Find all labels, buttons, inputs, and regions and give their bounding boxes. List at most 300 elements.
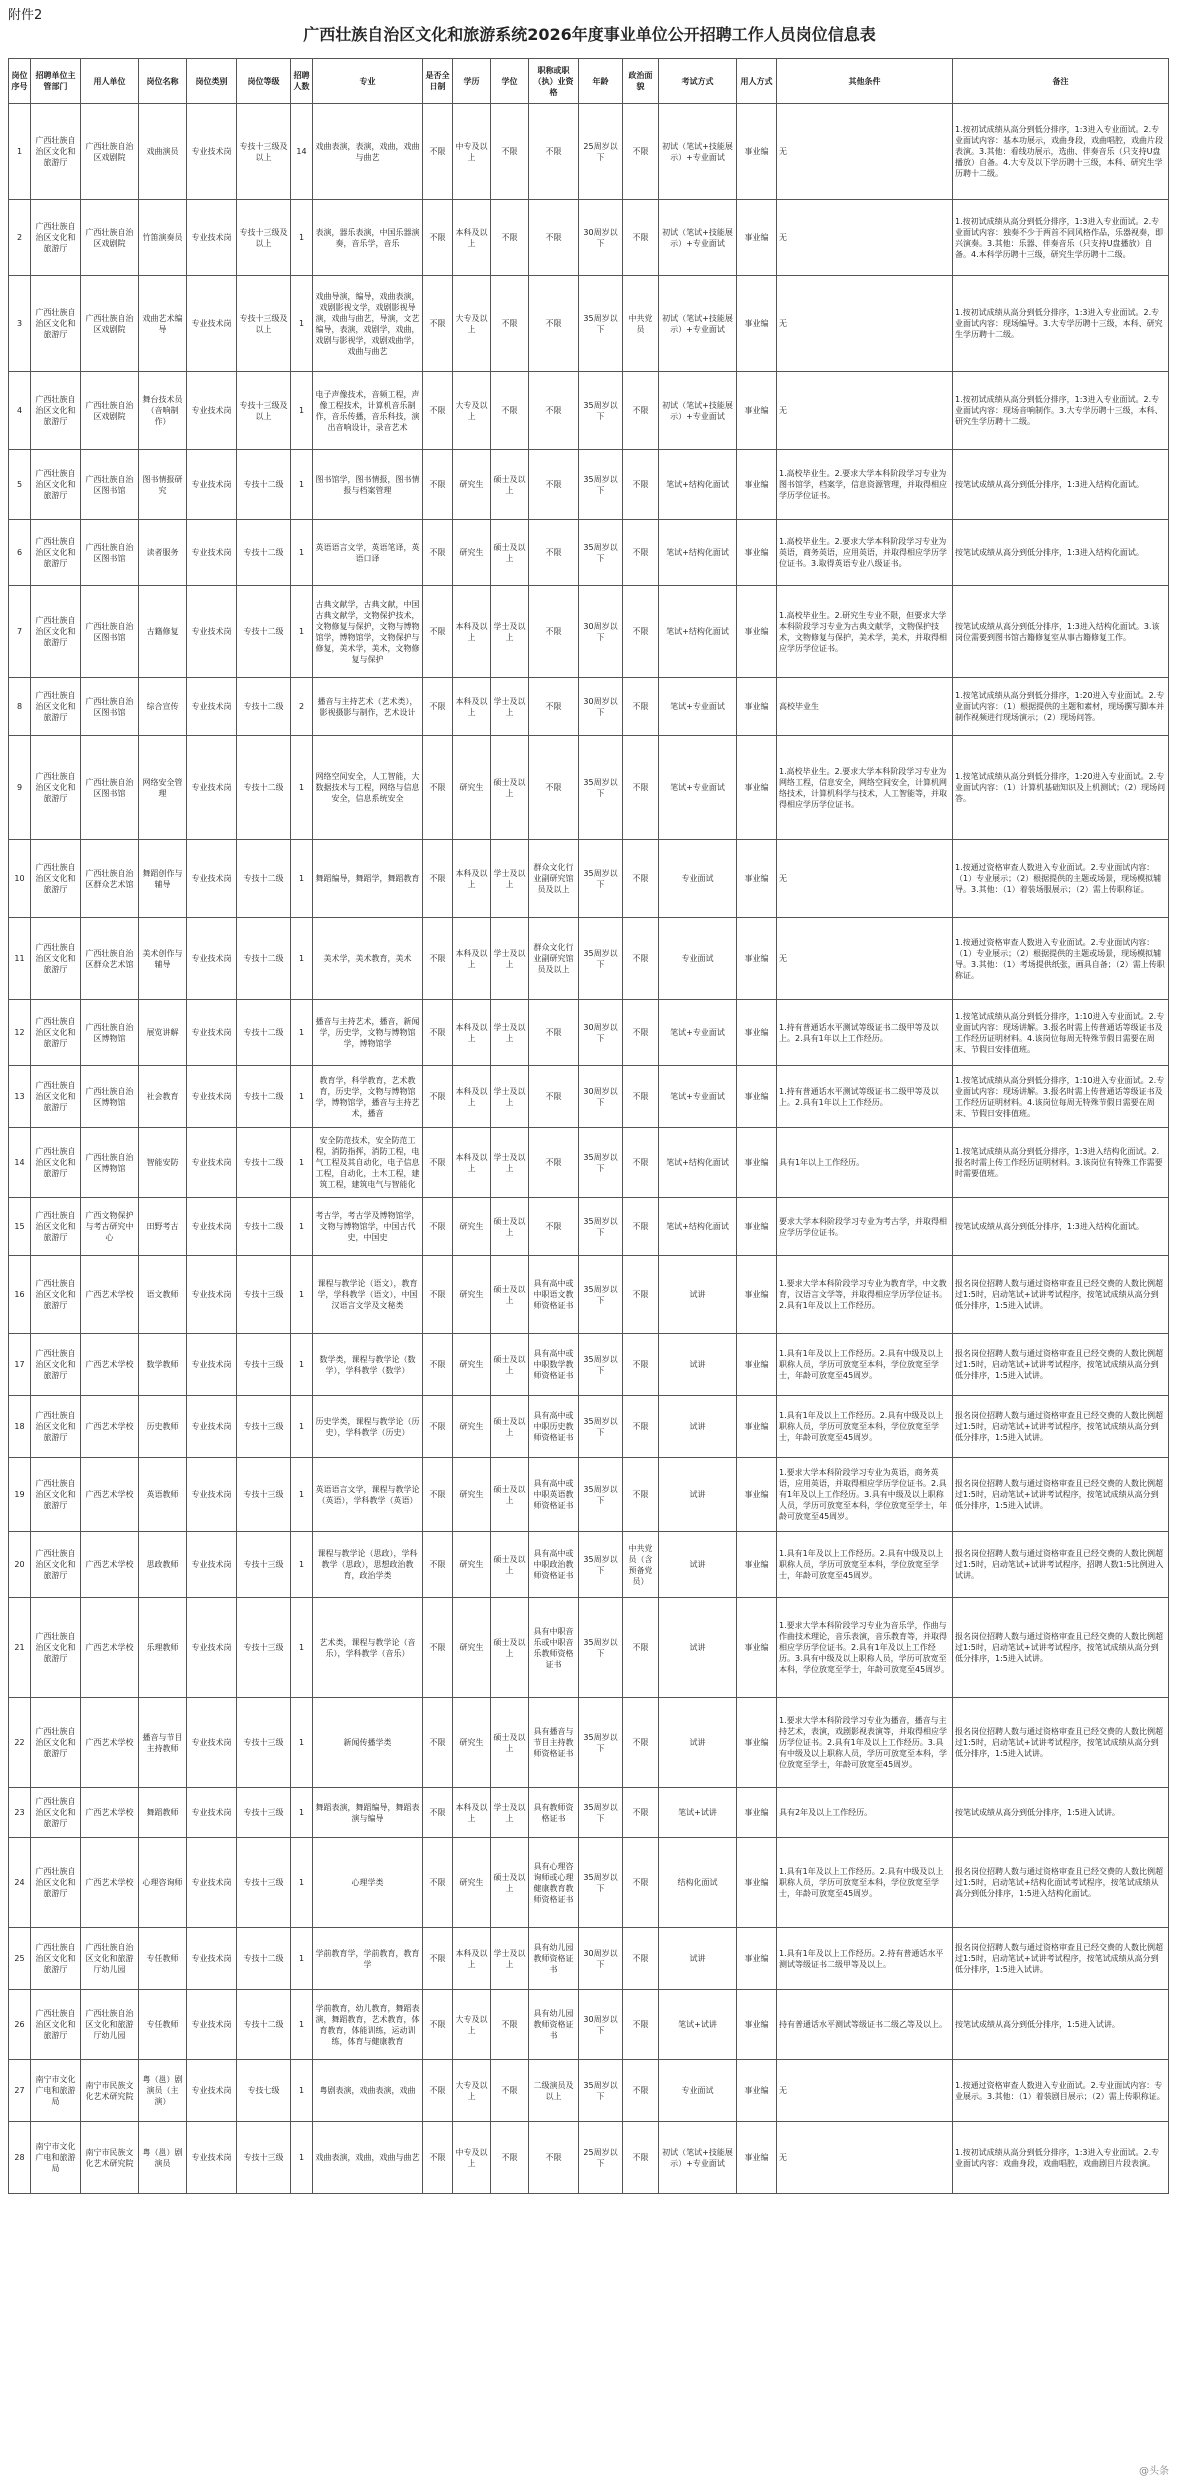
table-cell: 无 bbox=[777, 2122, 953, 2194]
table-cell: 戏曲导演，编导，戏曲表演，戏剧影视文学，戏剧影视导演，戏曲与曲艺，导演，文艺编导，表演，戏剧学，戏曲，戏剧与影视学，戏剧戏曲学，戏曲与曲艺 bbox=[313, 276, 423, 372]
table-cell: 专业技术岗 bbox=[187, 1066, 237, 1128]
table-cell: 硕士及以上 bbox=[491, 1458, 529, 1532]
table-cell: 不限 bbox=[623, 1598, 659, 1698]
table-row bbox=[9, 1066, 1169, 1128]
table-cell: 1.具有1年及以上工作经历。2.具有中级及以上职称人员，学历可放宽至本科，学位放宽至学士，年龄可放宽至45周岁。 bbox=[777, 1334, 953, 1396]
table-cell: 广西壮族自治区戏剧院 bbox=[81, 200, 139, 276]
table-cell: 历史学类，课程与教学论（历史），学科教学（历史） bbox=[313, 1396, 423, 1458]
table-cell: 7 bbox=[9, 586, 31, 678]
table-cell: 不限 bbox=[529, 1128, 579, 1198]
table-cell: 具有幼儿园教师资格证书 bbox=[529, 1990, 579, 2060]
column-header: 岗位名称 bbox=[139, 59, 187, 104]
table-cell: 27 bbox=[9, 2060, 31, 2122]
table-row bbox=[9, 1990, 1169, 2060]
table-cell: 30周岁以下 bbox=[579, 200, 623, 276]
table-cell: 不限 bbox=[423, 1128, 453, 1198]
table-cell: 30周岁以下 bbox=[579, 1990, 623, 2060]
table-cell: 不限 bbox=[623, 1928, 659, 1990]
table-cell: 大专及以上 bbox=[453, 276, 491, 372]
table-row bbox=[9, 1396, 1169, 1458]
table-cell: 不限 bbox=[423, 2122, 453, 2194]
table-cell: 硕士及以上 bbox=[491, 450, 529, 520]
table-cell: 22 bbox=[9, 1698, 31, 1788]
table-cell: 1 bbox=[291, 1532, 313, 1598]
table-cell: 专技十二级 bbox=[237, 1990, 291, 2060]
table-cell: 专业技术岗 bbox=[187, 586, 237, 678]
table-cell: 专技十二级 bbox=[237, 450, 291, 520]
table-cell: 18 bbox=[9, 1396, 31, 1458]
table-cell: 专业技术岗 bbox=[187, 840, 237, 918]
table-cell: 戏曲表演，表演，戏曲，戏曲与曲艺 bbox=[313, 104, 423, 200]
table-row bbox=[9, 520, 1169, 586]
table-cell: 事业编 bbox=[737, 918, 777, 1000]
table-cell: 1 bbox=[291, 2060, 313, 2122]
column-header: 学历 bbox=[453, 59, 491, 104]
table-cell: 1 bbox=[291, 200, 313, 276]
table-cell: 不限 bbox=[623, 678, 659, 736]
column-header: 招聘单位主管部门 bbox=[31, 59, 81, 104]
table-cell: 无 bbox=[777, 104, 953, 200]
table-cell: 舞台技术员（音响制作） bbox=[139, 372, 187, 450]
table-cell: 具有高中或中职历史教师资格证书 bbox=[529, 1396, 579, 1458]
table-cell: 语文教师 bbox=[139, 1256, 187, 1334]
table-cell: 专业技术岗 bbox=[187, 1198, 237, 1256]
table-cell: 1.按通过资格审查人数进入专业面试。2.专业面试内容：（1）专业展示；（2）根据提供的主题或场景，现场模拟辅导。3.其他：（1）考场提供纸张，画具自备；（2）需上传职称证。 bbox=[953, 918, 1169, 1000]
table-cell: 1 bbox=[291, 840, 313, 918]
table-cell: 专技十二级 bbox=[237, 678, 291, 736]
table-cell: 不限 bbox=[423, 372, 453, 450]
table-cell: 不限 bbox=[423, 1198, 453, 1256]
table-cell: 专业技术岗 bbox=[187, 1396, 237, 1458]
table-cell: 学士及以上 bbox=[491, 586, 529, 678]
table-cell: 不限 bbox=[423, 104, 453, 200]
table-cell: 广西壮族自治区群众艺术馆 bbox=[81, 918, 139, 1000]
table-cell: 广西艺术学校 bbox=[81, 1788, 139, 1838]
table-cell: 南宁市文化广电和旅游局 bbox=[31, 2060, 81, 2122]
table-cell: 田野考古 bbox=[139, 1198, 187, 1256]
table-row bbox=[9, 1598, 1169, 1698]
table-row bbox=[9, 1334, 1169, 1396]
table-cell: 1 bbox=[291, 1066, 313, 1128]
table-row bbox=[9, 2122, 1169, 2194]
table-cell: 26 bbox=[9, 1990, 31, 2060]
table-cell: 广西壮族自治区图书馆 bbox=[81, 736, 139, 840]
table-cell: 不限 bbox=[491, 200, 529, 276]
table-cell: 1 bbox=[291, 586, 313, 678]
table-cell: 不限 bbox=[423, 450, 453, 520]
table-cell: 事业编 bbox=[737, 1256, 777, 1334]
table-row bbox=[9, 918, 1169, 1000]
table-cell: 具有中职音乐或中职音乐教师资格证书 bbox=[529, 1598, 579, 1698]
table-cell: 1.要求大学本科阶段学习专业为播音，播音与主持艺术，表演，戏剧影视表演等，并取得相应学历学位证书。2.具有1年及以上工作经历。3.具有中级及以上职称人员，学历可放宽至本科，学位放宽至学士，年龄可放宽至45周岁。 bbox=[777, 1698, 953, 1788]
table-cell: 硕士及以上 bbox=[491, 1198, 529, 1256]
table-cell: 学士及以上 bbox=[491, 1928, 529, 1990]
table-cell: 不限 bbox=[423, 1990, 453, 2060]
table-cell: 笔试+结构化面试 bbox=[659, 450, 737, 520]
table-cell: 广西壮族自治区图书馆 bbox=[81, 520, 139, 586]
table-cell: 不限 bbox=[423, 200, 453, 276]
column-header: 备注 bbox=[953, 59, 1169, 104]
table-cell: 广西壮族自治区文化和旅游厅 bbox=[31, 450, 81, 520]
table-cell: 1.持有普通话水平测试等级证书二级甲等及以上。2.具有1年以上工作经历。 bbox=[777, 1066, 953, 1128]
table-row bbox=[9, 372, 1169, 450]
table-row bbox=[9, 1198, 1169, 1256]
table-cell: 35周岁以下 bbox=[579, 1256, 623, 1334]
table-cell: 14 bbox=[9, 1128, 31, 1198]
table-cell: 30周岁以下 bbox=[579, 678, 623, 736]
table-cell: 事业编 bbox=[737, 1838, 777, 1928]
table-cell: 事业编 bbox=[737, 736, 777, 840]
table-cell: 专业技术岗 bbox=[187, 276, 237, 372]
table-cell: 不限 bbox=[623, 1334, 659, 1396]
table-cell: 35周岁以下 bbox=[579, 1532, 623, 1598]
table-cell: 广西壮族自治区文化和旅游厅 bbox=[31, 840, 81, 918]
table-cell: 35周岁以下 bbox=[579, 1128, 623, 1198]
table-cell: 不限 bbox=[623, 736, 659, 840]
table-cell: 广西艺术学校 bbox=[81, 1396, 139, 1458]
table-cell: 本科及以上 bbox=[453, 918, 491, 1000]
table-cell: 安全防范技术，安全防范工程，消防指挥，消防工程，电气工程及其自动化，电子信息工程，自动化，土木工程，建筑工程，建筑电气与智能化 bbox=[313, 1128, 423, 1198]
table-cell: 研究生 bbox=[453, 1198, 491, 1256]
table-cell: 广西壮族自治区文化和旅游厅 bbox=[31, 520, 81, 586]
table-cell: 具有心理咨询师或心理健康教育教师资格证书 bbox=[529, 1838, 579, 1928]
table-row bbox=[9, 840, 1169, 918]
table-body bbox=[9, 104, 1169, 2194]
table-cell: 专任教师 bbox=[139, 1990, 187, 2060]
table-cell: 笔试+结构化面试 bbox=[659, 1198, 737, 1256]
table-cell: 研究生 bbox=[453, 1598, 491, 1698]
table-cell: 英语语言文学，英语笔译，英语口译 bbox=[313, 520, 423, 586]
table-cell: 大专及以上 bbox=[453, 372, 491, 450]
table-cell: 2 bbox=[291, 678, 313, 736]
table-cell: 大专及以上 bbox=[453, 1990, 491, 2060]
table-cell: 图书馆学，图书情报，图书情报与档案管理 bbox=[313, 450, 423, 520]
table-cell: 初试（笔试+技能展示）+专业面试 bbox=[659, 2122, 737, 2194]
table-cell: 本科及以上 bbox=[453, 1928, 491, 1990]
table-cell: 事业编 bbox=[737, 372, 777, 450]
table-cell: 1.按初试成绩从高分到低分排序，1:3进入专业面试。2.专业面试内容：独奏不少于两首不同风格作品，乐器视奏，即兴演奏。3.其他：乐器、伴奏音乐（只支持U盘播放）自备。4.本科学历聘十三级，研究生学历聘十二级。 bbox=[953, 200, 1169, 276]
table-cell: 1.高校毕业生。2.要求大学本科阶段学习专业为图书馆学，档案学，信息资源管理，并取得相应学历学位证书。 bbox=[777, 450, 953, 520]
table-cell: 专业技术岗 bbox=[187, 104, 237, 200]
table-cell: 专业技术岗 bbox=[187, 678, 237, 736]
table-cell: 1 bbox=[291, 1788, 313, 1838]
table-cell: 专业面试 bbox=[659, 918, 737, 1000]
table-cell: 广西壮族自治区博物馆 bbox=[81, 1128, 139, 1198]
table-cell: 数学类，课程与教学论（数学），学科教学（数学） bbox=[313, 1334, 423, 1396]
table-cell: 研究生 bbox=[453, 1396, 491, 1458]
table-cell: 3 bbox=[9, 276, 31, 372]
table-cell: 艺术类，课程与教学论（音乐），学科教学（音乐） bbox=[313, 1598, 423, 1698]
table-cell: 本科及以上 bbox=[453, 1128, 491, 1198]
table-cell: 心理咨询师 bbox=[139, 1838, 187, 1928]
table-cell: 8 bbox=[9, 678, 31, 736]
table-row bbox=[9, 1838, 1169, 1928]
table-cell: 35周岁以下 bbox=[579, 1334, 623, 1396]
table-cell: 笔试+结构化面试 bbox=[659, 520, 737, 586]
table-cell: 专技十二级 bbox=[237, 918, 291, 1000]
table-cell: 1.按初试成绩从高分到低分排序，1:3进入专业面试。2.专业面试内容：现场音响制作。3.大专学历聘十三级，本科、研究生学历聘十二级。 bbox=[953, 372, 1169, 450]
table-row bbox=[9, 200, 1169, 276]
table-cell: 美术创作与辅导 bbox=[139, 918, 187, 1000]
table-cell: 4 bbox=[9, 372, 31, 450]
table-cell: 试讲 bbox=[659, 1334, 737, 1396]
table-cell: 专技十三级及以上 bbox=[237, 200, 291, 276]
table-cell: 试讲 bbox=[659, 1458, 737, 1532]
table-cell: 广西壮族自治区文化和旅游厅幼儿园 bbox=[81, 1928, 139, 1990]
table-cell: 广西壮族自治区文化和旅游厅 bbox=[31, 1928, 81, 1990]
table-cell: 广西壮族自治区文化和旅游厅 bbox=[31, 1256, 81, 1334]
table-cell: 广西艺术学校 bbox=[81, 1334, 139, 1396]
table-cell: 不限 bbox=[623, 1458, 659, 1532]
table-cell: 按笔试成绩从高分到低分排序，1:5进入试讲。 bbox=[953, 1788, 1169, 1838]
table-cell: 高校毕业生 bbox=[777, 678, 953, 736]
table-cell: 不限 bbox=[423, 586, 453, 678]
table-cell: 专技十三级 bbox=[237, 1256, 291, 1334]
table-cell: 不限 bbox=[529, 1000, 579, 1066]
table-cell: 35周岁以下 bbox=[579, 1598, 623, 1698]
table-cell: 舞蹈创作与辅导 bbox=[139, 840, 187, 918]
table-cell: 广西壮族自治区文化和旅游厅 bbox=[31, 104, 81, 200]
table-cell: 1.要求大学本科阶段学习专业为教育学，中文教育，汉语言文学等，并取得相应学历学位证书。2.具有1年及以上工作经历。 bbox=[777, 1256, 953, 1334]
table-cell: 1 bbox=[291, 1458, 313, 1532]
table-cell: 专业技术岗 bbox=[187, 1334, 237, 1396]
table-row bbox=[9, 1256, 1169, 1334]
column-header: 考试方式 bbox=[659, 59, 737, 104]
table-cell: 30周岁以下 bbox=[579, 1000, 623, 1066]
table-row bbox=[9, 1128, 1169, 1198]
table-cell: 专技十二级 bbox=[237, 1000, 291, 1066]
table-cell: 教育学，科学教育，艺术教育，历史学，文物与博物馆学，博物馆学，播音与主持艺术，播音 bbox=[313, 1066, 423, 1128]
table-cell: 广西壮族自治区文化和旅游厅 bbox=[31, 586, 81, 678]
table-cell: 专业技术岗 bbox=[187, 200, 237, 276]
table-cell: 事业编 bbox=[737, 1598, 777, 1698]
table-cell: 广西壮族自治区文化和旅游厅 bbox=[31, 1334, 81, 1396]
table-cell: 25 bbox=[9, 1928, 31, 1990]
table-cell: 大专及以上 bbox=[453, 2060, 491, 2122]
table-cell: 不限 bbox=[491, 2122, 529, 2194]
table-cell: 35周岁以下 bbox=[579, 1838, 623, 1928]
table-row bbox=[9, 104, 1169, 200]
table-cell: 研究生 bbox=[453, 1698, 491, 1788]
table-cell: 广西壮族自治区博物馆 bbox=[81, 1066, 139, 1128]
table-cell: 表演，器乐表演，中国乐器演奏，音乐学，音乐 bbox=[313, 200, 423, 276]
table-cell: 不限 bbox=[423, 1788, 453, 1838]
table-cell: 1.按通过资格审查人数进入专业面试。2.专业面试内容：（1）专业展示；（2）根据提供的主题或场景，现场模拟辅导。3.其他：（1）着装场服展示；（2）需上传职称证。 bbox=[953, 840, 1169, 918]
table-cell: 1.按初试成绩从高分到低分排序，1:3进入专业面试。2.专业面试内容：戏曲身段，戏曲唱腔，戏曲剧目片段表演。 bbox=[953, 2122, 1169, 2194]
table-cell: 35周岁以下 bbox=[579, 736, 623, 840]
table-cell: 事业编 bbox=[737, 2122, 777, 2194]
table-header-row bbox=[9, 59, 1169, 104]
table-cell: 11 bbox=[9, 918, 31, 1000]
table-cell: 1 bbox=[291, 1698, 313, 1788]
table-cell: 专技十二级 bbox=[237, 1128, 291, 1198]
table-cell: 不限 bbox=[529, 2122, 579, 2194]
table-cell: 不限 bbox=[423, 1838, 453, 1928]
table-cell: 事业编 bbox=[737, 104, 777, 200]
table-cell: 硕士及以上 bbox=[491, 1334, 529, 1396]
table-cell: 不限 bbox=[529, 372, 579, 450]
table-cell: 事业编 bbox=[737, 1788, 777, 1838]
table-cell: 35周岁以下 bbox=[579, 372, 623, 450]
table-cell: 广西壮族自治区文化和旅游厅 bbox=[31, 918, 81, 1000]
table-cell: 粤（邕）剧演员（主演） bbox=[139, 2060, 187, 2122]
table-cell: 1 bbox=[291, 276, 313, 372]
table-cell: 35周岁以下 bbox=[579, 1698, 623, 1788]
table-cell: 硕士及以上 bbox=[491, 1256, 529, 1334]
table-cell: 笔试+试讲 bbox=[659, 1788, 737, 1838]
table-cell: 专技十三级 bbox=[237, 2122, 291, 2194]
table-cell: 不限 bbox=[423, 520, 453, 586]
table-cell: 广西壮族自治区文化和旅游厅 bbox=[31, 1990, 81, 2060]
table-cell: 播音与主持艺术，播音，新闻学，历史学，文物与博物馆学，博物馆学 bbox=[313, 1000, 423, 1066]
table-cell: 按笔试成绩从高分到低分排序，1:3进入结构化面试。 bbox=[953, 1198, 1169, 1256]
table-cell: 硕士及以上 bbox=[491, 1698, 529, 1788]
table-cell: 专业技术岗 bbox=[187, 450, 237, 520]
table-cell: 1 bbox=[291, 1990, 313, 2060]
table-cell: 专技十二级 bbox=[237, 840, 291, 918]
table-cell: 报名岗位招聘人数与通过资格审查且已经交费的人数比例超过1:5时，启动笔试+试讲考试程序，按笔试成绩从高分到低分排序，1:5进入试讲。 bbox=[953, 1598, 1169, 1698]
column-header: 专业 bbox=[313, 59, 423, 104]
table-cell: 不限 bbox=[623, 918, 659, 1000]
table-cell: 结构化面试 bbox=[659, 1838, 737, 1928]
table-cell: 专业技术岗 bbox=[187, 1256, 237, 1334]
table-cell: 不限 bbox=[491, 372, 529, 450]
table-cell: 事业编 bbox=[737, 276, 777, 372]
table-cell: 持有普通话水平测试等级证书二级乙等及以上。 bbox=[777, 1990, 953, 2060]
table-cell: 粤（邕）剧演员 bbox=[139, 2122, 187, 2194]
table-cell: 要求大学本科阶段学习专业为考古学，并取得相应学历学位证书。 bbox=[777, 1198, 953, 1256]
table-cell: 学士及以上 bbox=[491, 1000, 529, 1066]
table-cell: 广西艺术学校 bbox=[81, 1256, 139, 1334]
table-cell: 不限 bbox=[623, 1396, 659, 1458]
table-cell: 事业编 bbox=[737, 1458, 777, 1532]
table-cell: 报名岗位招聘人数与通过资格审查且已经交费的人数比例超过1:5时，启动笔试+试讲考试程序，按笔试成绩从高分到低分排序，1:5进入试讲。 bbox=[953, 1334, 1169, 1396]
table-cell: 不限 bbox=[529, 1066, 579, 1128]
column-header: 岗位序号 bbox=[9, 59, 31, 104]
table-cell: 学前教育，幼儿教育，舞蹈表演，舞蹈教育，艺术教育，体育教育，体能训练，运动训练，体育与健康教育 bbox=[313, 1990, 423, 2060]
table-cell: 1 bbox=[291, 918, 313, 1000]
table-cell: 2 bbox=[9, 200, 31, 276]
table-cell: 专业技术岗 bbox=[187, 1000, 237, 1066]
table-cell: 中专及以上 bbox=[453, 2122, 491, 2194]
table-cell: 事业编 bbox=[737, 1928, 777, 1990]
table-cell: 研究生 bbox=[453, 1334, 491, 1396]
document-title: 广西壮族自治区文化和旅游系统2026年度事业单位公开招聘工作人员岗位信息表 bbox=[303, 25, 876, 44]
table-cell: 1 bbox=[291, 1334, 313, 1396]
table-cell: 不限 bbox=[491, 1990, 529, 2060]
table-cell: 戏曲表演，戏曲，戏曲与曲艺 bbox=[313, 2122, 423, 2194]
table-cell: 报名岗位招聘人数与通过资格审查且已经交费的人数比例超过1:5时，启动笔试+结构化面试考试程序，按笔试成绩从高分到低分排序，1:5进入结构化面试。 bbox=[953, 1838, 1169, 1928]
table-cell: 课程与教学论（思政），学科教学（思政），思想政治教育，政治学类 bbox=[313, 1532, 423, 1598]
table-cell: 1.具有1年及以上工作经历。2.具有中级及以上职称人员，学历可放宽至本科，学位放宽至学士，年龄可放宽至45周岁。 bbox=[777, 1838, 953, 1928]
table-cell: 硕士及以上 bbox=[491, 736, 529, 840]
table-cell: 不限 bbox=[623, 2122, 659, 2194]
table-cell: 专技十二级 bbox=[237, 586, 291, 678]
table-cell: 1.具有1年及以上工作经历。2.持有普通话水平测试等级证书二级甲等及以上。 bbox=[777, 1928, 953, 1990]
table-cell: 广西壮族自治区群众艺术馆 bbox=[81, 840, 139, 918]
table-cell: 1 bbox=[291, 1928, 313, 1990]
table-cell: 无 bbox=[777, 918, 953, 1000]
table-cell: 广西壮族自治区文化和旅游厅 bbox=[31, 1000, 81, 1066]
table-cell: 5 bbox=[9, 450, 31, 520]
table-row bbox=[9, 2060, 1169, 2122]
table-cell: 具有幼儿园教师资格证书 bbox=[529, 1928, 579, 1990]
table-cell: 1.按笔试成绩从高分到低分排序，1:10进入专业面试。2.专业面试内容：现场讲解。3.报名时需上传普通话等级证书及工作经历证明材料。4.该岗位每周无特殊节假日需要在周末、节假日安排值班。 bbox=[953, 1000, 1169, 1066]
table-cell: 广西壮族自治区博物馆 bbox=[81, 1000, 139, 1066]
table-cell: 事业编 bbox=[737, 1334, 777, 1396]
table-cell: 戏曲艺术编导 bbox=[139, 276, 187, 372]
table-cell: 广西艺术学校 bbox=[81, 1532, 139, 1598]
table-cell: 专业技术岗 bbox=[187, 1990, 237, 2060]
table-cell: 广西壮族自治区图书馆 bbox=[81, 586, 139, 678]
table-cell: 不限 bbox=[623, 1000, 659, 1066]
table-cell: 35周岁以下 bbox=[579, 840, 623, 918]
table-cell: 英语语言文学，课程与教学论（英语），学科教学（英语） bbox=[313, 1458, 423, 1532]
table-cell: 南宁市民族文化艺术研究院 bbox=[81, 2122, 139, 2194]
table-cell: 试讲 bbox=[659, 1928, 737, 1990]
table-cell: 中专及以上 bbox=[453, 104, 491, 200]
table-cell: 事业编 bbox=[737, 1198, 777, 1256]
table-cell: 1 bbox=[291, 450, 313, 520]
table-cell: 14 bbox=[291, 104, 313, 200]
table-cell: 30周岁以下 bbox=[579, 1928, 623, 1990]
table-cell: 1.具有1年及以上工作经历。2.具有中级及以上职称人员，学历可放宽至本科，学位放宽至学士，年龄可放宽至45周岁。 bbox=[777, 1532, 953, 1598]
table-cell: 初试（笔试+技能展示）+专业面试 bbox=[659, 276, 737, 372]
table-cell: 专技十三级 bbox=[237, 1396, 291, 1458]
table-cell: 不限 bbox=[529, 678, 579, 736]
table-cell: 不限 bbox=[529, 586, 579, 678]
table-cell: 不限 bbox=[423, 1066, 453, 1128]
table-cell: 专业技术岗 bbox=[187, 918, 237, 1000]
table-cell: 无 bbox=[777, 276, 953, 372]
table-cell: 硕士及以上 bbox=[491, 1598, 529, 1698]
table-cell: 事业编 bbox=[737, 2060, 777, 2122]
table-cell: 1.具有1年及以上工作经历。2.具有中级及以上职称人员，学历可放宽至本科，学位放宽至学士，年龄可放宽至45周岁。 bbox=[777, 1396, 953, 1458]
table-cell: 35周岁以下 bbox=[579, 1788, 623, 1838]
table-cell: 广西艺术学校 bbox=[81, 1598, 139, 1698]
table-cell: 粤剧表演，戏曲表演，戏曲 bbox=[313, 2060, 423, 2122]
table-cell: 不限 bbox=[623, 1838, 659, 1928]
table-row bbox=[9, 1458, 1169, 1532]
table-cell: 专业技术岗 bbox=[187, 1598, 237, 1698]
table-row bbox=[9, 678, 1169, 736]
table-cell: 1 bbox=[291, 1838, 313, 1928]
recruitment-table-wrapper bbox=[8, 58, 1168, 2194]
table-cell: 1 bbox=[291, 1000, 313, 1066]
table-cell: 24 bbox=[9, 1838, 31, 1928]
table-cell: 广西壮族自治区文化和旅游厅 bbox=[31, 200, 81, 276]
table-cell: 无 bbox=[777, 840, 953, 918]
table-cell: 不限 bbox=[623, 1788, 659, 1838]
table-cell: 1.按笔试成绩从高分到低分排序，1:10进入专业面试。2.专业面试内容：现场讲解。3.报名时需上传普通话等级证书及工作经历证明材料。4.该岗位每周无特殊节假日需要在周末、节假日安排值班。 bbox=[953, 1066, 1169, 1128]
table-cell: 不限 bbox=[623, 2060, 659, 2122]
table-cell: 报名岗位招聘人数与通过资格审查且已经交费的人数比例超过1:5时，启动笔试+试讲考试程序，按笔试成绩从高分到低分排序，1:5进入试讲。 bbox=[953, 1698, 1169, 1788]
table-cell: 不限 bbox=[423, 1256, 453, 1334]
table-cell: 专业技术岗 bbox=[187, 1928, 237, 1990]
table-cell: 1 bbox=[291, 1256, 313, 1334]
table-cell: 不限 bbox=[623, 840, 659, 918]
table-cell: 无 bbox=[777, 200, 953, 276]
column-header: 用人方式 bbox=[737, 59, 777, 104]
table-cell: 研究生 bbox=[453, 736, 491, 840]
table-cell: 专业技术岗 bbox=[187, 1128, 237, 1198]
table-cell: 不限 bbox=[623, 1698, 659, 1788]
column-header: 岗位类别 bbox=[187, 59, 237, 104]
table-cell: 广西壮族自治区图书馆 bbox=[81, 450, 139, 520]
table-cell: 25周岁以下 bbox=[579, 2122, 623, 2194]
table-cell: 学士及以上 bbox=[491, 840, 529, 918]
table-cell: 事业编 bbox=[737, 1698, 777, 1788]
